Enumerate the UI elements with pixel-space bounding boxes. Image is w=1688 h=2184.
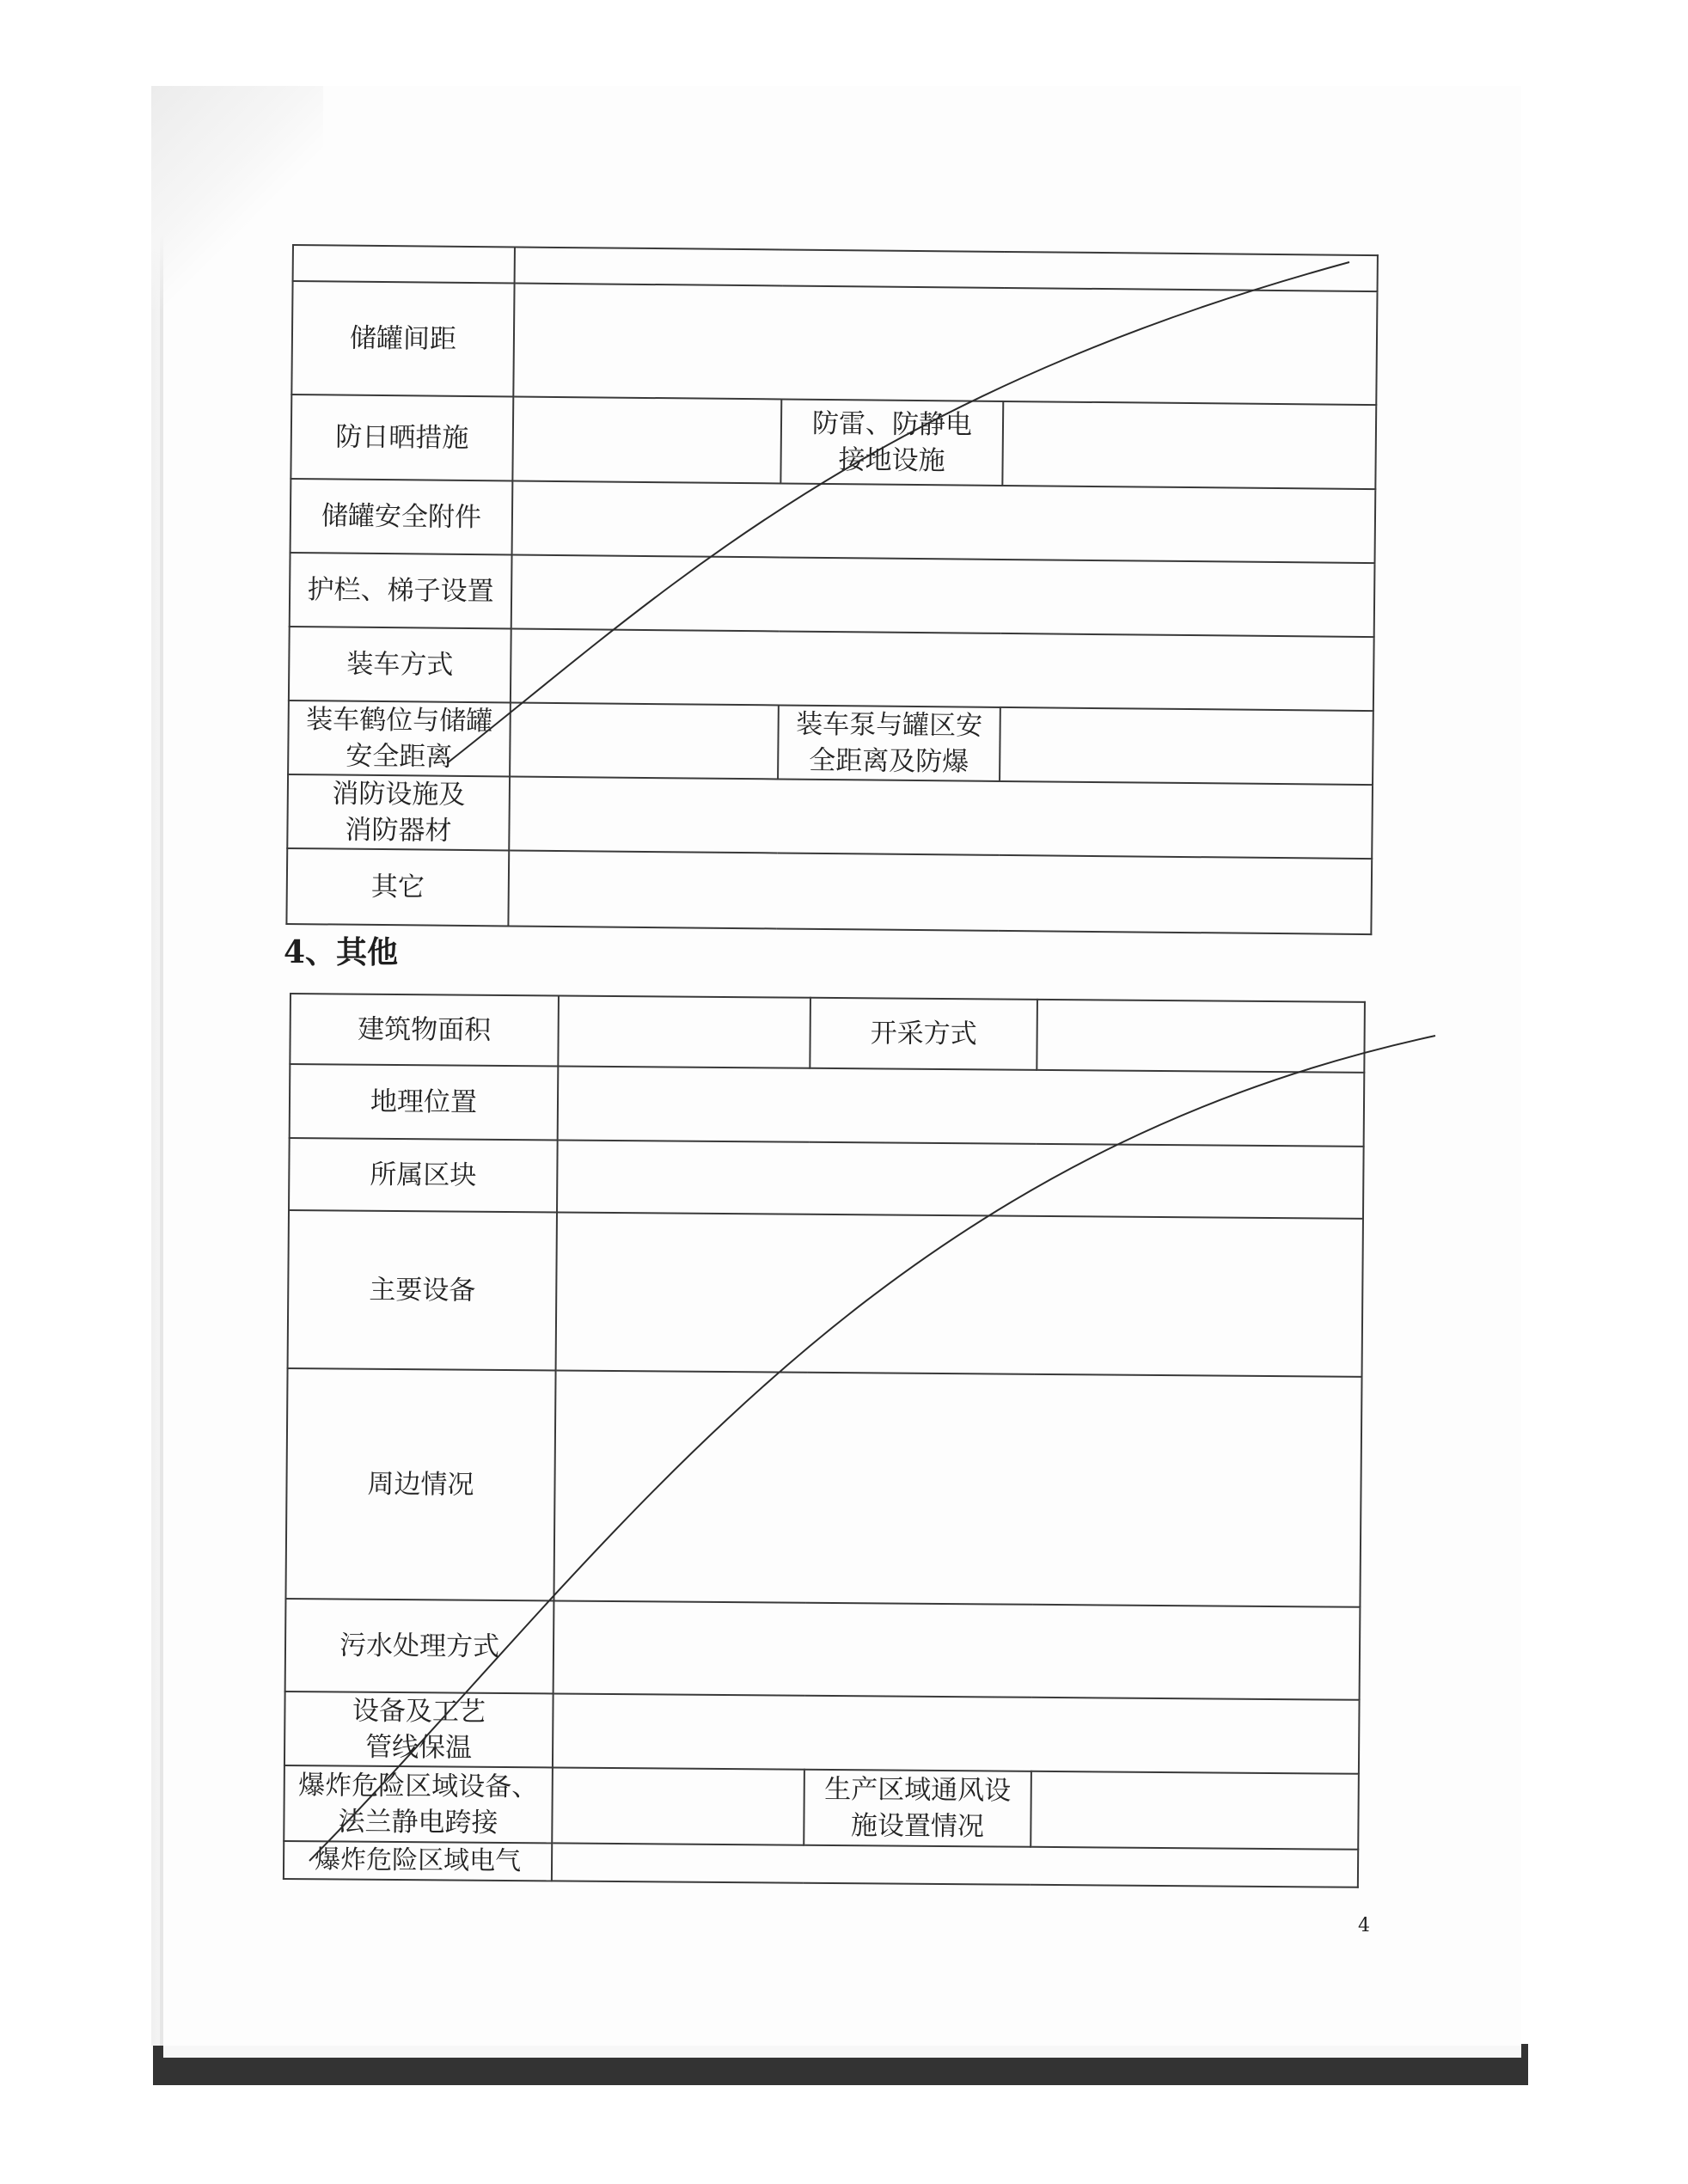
table-row <box>288 700 1373 785</box>
row-label-main-equipment: 主要设备 <box>288 1210 557 1370</box>
value-cell-sewage-treatment[interactable] <box>553 1600 1361 1699</box>
table-row <box>290 553 1375 637</box>
row-label-flange-bonding: 爆炸危险区域设备、法兰静电跨接 <box>284 1765 553 1843</box>
value-cell-electrical[interactable] <box>552 1843 1358 1887</box>
row-label-surroundings: 周边情况 <box>285 1368 555 1600</box>
table-row <box>289 627 1374 711</box>
value-cell-safety-accessories[interactable] <box>512 480 1376 563</box>
value-cell-loading-pump-distance[interactable] <box>1000 707 1373 785</box>
value-cell-loading-arm-distance[interactable] <box>510 702 779 779</box>
value-cell-surroundings[interactable] <box>553 1370 1361 1606</box>
row-label-block: 所属区块 <box>289 1138 558 1212</box>
table-row <box>291 395 1376 489</box>
value-cell-sun-protection[interactable] <box>512 396 781 483</box>
row-label-other: 其它 <box>286 848 509 926</box>
scan-background <box>0 2085 1688 2184</box>
row-label-location: 地理位置 <box>290 1064 559 1140</box>
value-cell-fire-equipment[interactable] <box>509 776 1373 859</box>
value-cell-railing-ladder[interactable] <box>511 554 1375 637</box>
table-row <box>290 1064 1365 1147</box>
row-label-sun-protection: 防日晒措施 <box>291 395 513 480</box>
row-label-loading-arm-distance: 装车鹤位与储罐安全距离 <box>288 700 511 776</box>
value-cell-ventilation[interactable] <box>1031 1771 1359 1850</box>
other-info-table <box>283 993 1366 1888</box>
table-row <box>285 1599 1361 1700</box>
tank-inspection-table <box>285 244 1379 935</box>
section-heading: 4、其他 <box>284 934 399 970</box>
table-row <box>288 1210 1363 1377</box>
row-label-ventilation: 生产区域通风设施设置情况 <box>804 1770 1031 1847</box>
row-label-lightning-protection: 防雷、防静电接地设施 <box>780 399 1003 485</box>
value-cell-main-equipment[interactable] <box>556 1212 1363 1376</box>
table-row <box>290 994 1365 1073</box>
row-label-railing-ladder: 护栏、梯子设置 <box>290 553 512 628</box>
table-row <box>289 1138 1364 1219</box>
value-cell-tank-spacing[interactable] <box>513 283 1377 405</box>
table-row <box>284 1765 1359 1850</box>
value-cell-block[interactable] <box>557 1140 1364 1218</box>
blank-label-cell <box>293 245 515 283</box>
row-label-tank-spacing: 储罐间距 <box>291 281 514 396</box>
row-label-loading-method: 装车方式 <box>289 627 511 702</box>
row-label-safety-accessories: 储罐安全附件 <box>291 479 513 554</box>
value-cell-location[interactable] <box>558 1066 1365 1146</box>
value-cell-other[interactable] <box>508 850 1372 934</box>
value-cell-extraction-method[interactable] <box>1037 1000 1365 1073</box>
page-number: 4 <box>1358 1915 1370 1936</box>
table-row <box>286 848 1372 934</box>
row-label-electrical: 爆炸危险区域电气 <box>284 1841 552 1881</box>
table-row <box>284 1692 1360 1774</box>
value-cell-building-area[interactable] <box>558 995 810 1068</box>
row-label-fire-equipment: 消防设施及消防器材 <box>287 774 510 850</box>
table-row <box>287 774 1373 859</box>
value-cell-lightning-protection[interactable] <box>1002 401 1376 489</box>
table-row <box>291 479 1376 563</box>
value-cell-pipeline-insulation[interactable] <box>553 1693 1360 1773</box>
table-row <box>284 1841 1358 1887</box>
row-label-building-area: 建筑物面积 <box>290 994 559 1066</box>
value-cell-loading-method[interactable] <box>511 628 1374 711</box>
row-label-loading-pump-distance: 装车泵与罐区安全距离及防爆 <box>778 705 1000 780</box>
table-row <box>291 281 1377 405</box>
row-label-extraction-method: 开采方式 <box>810 998 1037 1070</box>
table-row <box>285 1368 1361 1607</box>
paper-bottom-edge <box>163 2044 1521 2058</box>
row-label-sewage-treatment: 污水处理方式 <box>285 1599 554 1693</box>
value-cell-flange-bonding[interactable] <box>552 1767 804 1844</box>
row-label-pipeline-insulation: 设备及工艺管线保温 <box>284 1692 553 1767</box>
